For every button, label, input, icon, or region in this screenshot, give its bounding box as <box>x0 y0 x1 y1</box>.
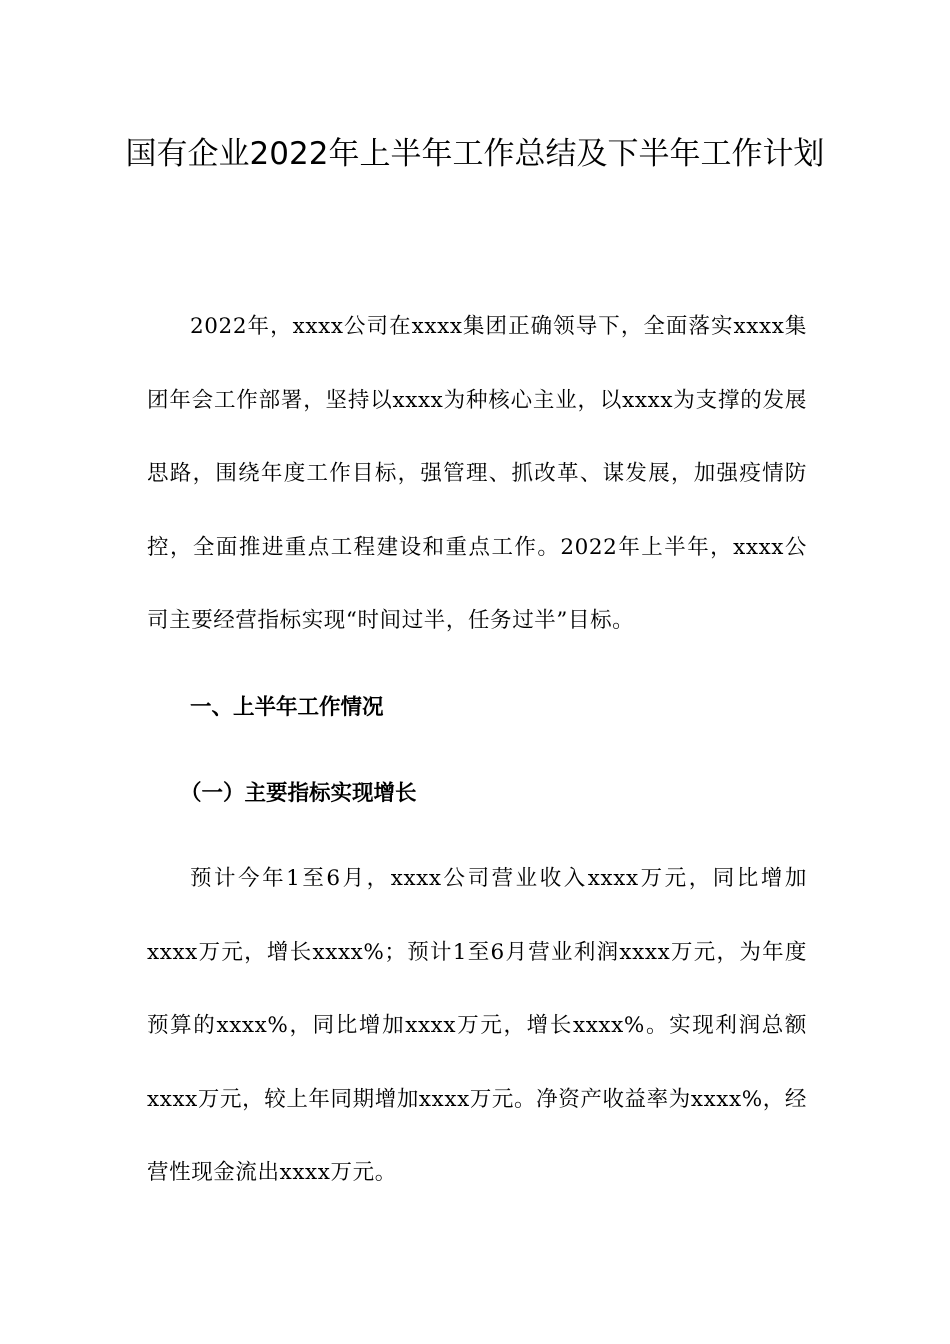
indicators-paragraph: 预计今年1至6月，xxxx公司营业收入xxxx万元，同比增加xxxx万元，增长xxxx%；预计1至6月营业利润xxxx万元，为年度预算的xxxx%，同比增加xxxx万元，增长xxxx%。实现利润总额xxxx万元，较上年同期增加xxxx万元。净资产收益率为xxxx%，经营性现金流出xxxx万元。 <box>147 866 807 1185</box>
intro-paragraph: 2022年，xxxx公司在xxxx集团正确领导下，全面落实xxxx集团年会工作部署，坚持以xxxx为种核心主业，以xxxx为支撑的发展思路，围绕年度工作目标，强管理、抓改革、谋发展，加强疫情防控，全面推进重点工程建设和重点工作。2022年上半年，xxxx公司主要经营指标实现“时间过半，任务过半”目标。 <box>147 314 807 633</box>
subsection-heading: （一）主要指标实现增长 <box>180 781 417 806</box>
document-title: 国有企业2022年上半年工作总结及下半年工作计划 <box>125 136 825 172</box>
section-heading: 一、上半年工作情况 <box>190 695 384 720</box>
